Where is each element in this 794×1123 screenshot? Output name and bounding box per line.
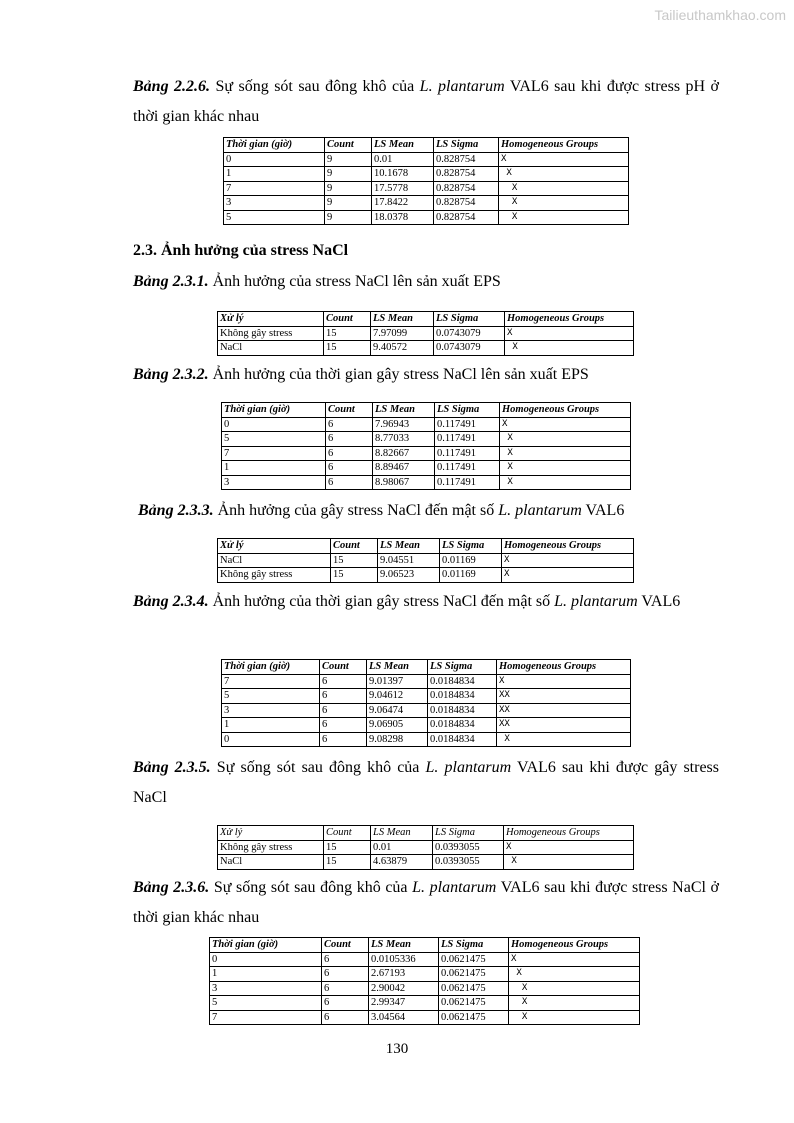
caption-2-3-2: [133, 360, 719, 390]
column-header: Homogeneous Groups: [500, 403, 631, 418]
table-cell: 6: [320, 689, 367, 704]
table-cell: 9.08298: [367, 732, 428, 747]
group-cell: X: [499, 181, 629, 196]
table-row: [224, 196, 629, 211]
column-header: Homogeneous Groups: [504, 826, 634, 841]
table-cell: 9: [325, 210, 372, 225]
column-header: Count: [324, 826, 371, 841]
species-name: L. plantarum: [554, 593, 638, 610]
table-2-3-5: [217, 825, 634, 870]
caption-2-3-4: [133, 587, 719, 617]
table-row: [218, 855, 634, 870]
table-cell: 6: [322, 981, 369, 996]
table-row: [222, 732, 631, 747]
table-cell: 0.0184834: [428, 718, 497, 733]
table-cell: 0: [222, 417, 326, 432]
table-row: [222, 703, 631, 718]
table-cell: 0.828754: [434, 167, 499, 182]
group-cell: X: [502, 568, 634, 583]
table-cell: 2.67193: [369, 967, 439, 982]
table-cell: 6: [320, 718, 367, 733]
table-cell: 9.40572: [371, 341, 434, 356]
table-cell: 0: [210, 952, 322, 967]
table-row: [222, 475, 631, 490]
table-cell: 5: [210, 996, 322, 1011]
section-heading: 2.3. Ảnh hưởng của stress NaCl: [133, 242, 349, 259]
group-cell: XX: [497, 718, 631, 733]
column-header: LS Mean: [369, 938, 439, 953]
table-cell: 0.828754: [434, 196, 499, 211]
table-cell: 4.63879: [371, 855, 433, 870]
caption-text: VAL6 sau khi được stress pH ở thời gian khác nhau: [133, 78, 719, 125]
table-row: [218, 840, 634, 855]
caption-2-2-6: [133, 72, 719, 132]
table-cell: 7.97099: [371, 326, 434, 341]
table-cell: 0.0621475: [439, 981, 509, 996]
table-header-row: [218, 312, 634, 327]
column-header: LS Sigma: [434, 312, 505, 327]
table-row: [218, 553, 634, 568]
column-header: Count: [320, 660, 367, 675]
column-header: LS Sigma: [435, 403, 500, 418]
group-cell: X: [509, 1010, 640, 1025]
table-cell: 0.0393055: [433, 855, 504, 870]
column-header: LS Mean: [371, 826, 433, 841]
table-cell: 10.1678: [372, 167, 434, 182]
caption-text: Sự sống sót sau đông khô của: [209, 879, 413, 896]
group-cell: X: [509, 996, 640, 1011]
group-cell: X: [499, 167, 629, 182]
species-name: L. plantarum: [498, 502, 582, 519]
column-header: LS Mean: [367, 660, 428, 675]
table-cell: 9.06905: [367, 718, 428, 733]
table-cell: 1: [210, 967, 322, 982]
table-cell: 1: [224, 167, 325, 182]
table-row: [222, 718, 631, 733]
table-cell: 5: [222, 432, 326, 447]
caption-label: Bảng 2.3.4.: [133, 593, 209, 610]
column-header: Count: [325, 138, 372, 153]
column-header: Xử lý: [218, 539, 331, 554]
table-cell: 9.04551: [378, 553, 440, 568]
table-row: [210, 1010, 640, 1025]
table-cell: Không gây stress: [218, 326, 324, 341]
caption-2-3-3: [138, 496, 724, 526]
table-cell: 8.89467: [373, 461, 435, 476]
table-cell: 8.98067: [373, 475, 435, 490]
table-row: [224, 167, 629, 182]
column-header: Homogeneous Groups: [497, 660, 631, 675]
column-header: LS Mean: [371, 312, 434, 327]
group-cell: X: [500, 475, 631, 490]
table-row: [222, 417, 631, 432]
group-cell: X: [505, 341, 634, 356]
caption-text: Sự sống sót sau đông khô của: [210, 78, 420, 95]
table-header-row: [218, 826, 634, 841]
group-cell: X: [509, 952, 640, 967]
table-cell: 0.0621475: [439, 996, 509, 1011]
group-cell: X: [497, 732, 631, 747]
caption-label: Bảng 2.3.2.: [133, 366, 209, 383]
group-cell: X: [509, 981, 640, 996]
table-row: [222, 432, 631, 447]
table-cell: 15: [324, 326, 371, 341]
table-2-3-2: [221, 402, 631, 490]
group-cell: X: [509, 967, 640, 982]
table-cell: 0.01169: [440, 553, 502, 568]
caption-text: VAL6 sau khi được stress NaCl ở thời gian khác nhau: [133, 879, 720, 926]
column-header: Homogeneous Groups: [499, 138, 629, 153]
caption-text: VAL6: [637, 593, 681, 610]
table-row: [210, 981, 640, 996]
species-name: L. plantarum: [419, 78, 505, 95]
table-row: [210, 952, 640, 967]
table-cell: 0.117491: [435, 446, 500, 461]
table-row: [210, 996, 640, 1011]
table-cell: 0.0621475: [439, 952, 509, 967]
column-header: Xử lý: [218, 826, 324, 841]
table-cell: 0.0621475: [439, 1010, 509, 1025]
table-header-row: [210, 938, 640, 953]
group-cell: X: [500, 432, 631, 447]
table-cell: 3: [224, 196, 325, 211]
table-cell: 7.96943: [373, 417, 435, 432]
table-cell: 6: [320, 674, 367, 689]
column-header: LS Mean: [373, 403, 435, 418]
group-cell: X: [500, 446, 631, 461]
column-header: Count: [322, 938, 369, 953]
caption-text: Sự sống sót sau đông khô của: [210, 759, 426, 776]
table-cell: 2.99347: [369, 996, 439, 1011]
caption-label: Bảng 2.3.5.: [133, 759, 211, 776]
group-cell: XX: [497, 703, 631, 718]
table-cell: Không gây stress: [218, 568, 331, 583]
table-cell: 17.5778: [372, 181, 434, 196]
table-cell: 0.01: [372, 152, 434, 167]
group-cell: X: [502, 553, 634, 568]
table-cell: 7: [224, 181, 325, 196]
table-cell: 3: [210, 981, 322, 996]
caption-text: Ảnh hưởng của stress NaCl lên sản xuất EPS: [208, 273, 501, 290]
group-cell: XX: [497, 689, 631, 704]
table-row: [224, 210, 629, 225]
group-cell: X: [504, 855, 634, 870]
table-cell: 18.0378: [372, 210, 434, 225]
table-cell: 7: [222, 446, 326, 461]
table-cell: 0.117491: [435, 432, 500, 447]
caption-text: VAL6 sau khi được gây stress NaCl: [133, 759, 720, 806]
table-cell: 15: [324, 341, 371, 356]
species-name: L. plantarum: [412, 879, 497, 896]
caption-label: Bảng 2.3.6.: [133, 879, 210, 896]
table-cell: 1: [222, 461, 326, 476]
column-header: Thời gian (giờ): [210, 938, 322, 953]
caption-label: Bảng 2.3.3.: [138, 502, 214, 519]
table-cell: NaCl: [218, 855, 324, 870]
table-cell: 2.90042: [369, 981, 439, 996]
table-row: [218, 341, 634, 356]
table-row: [218, 568, 634, 583]
table-cell: 0.01169: [440, 568, 502, 583]
table-cell: 6: [326, 432, 373, 447]
table-cell: 8.82667: [373, 446, 435, 461]
table-cell: 3: [222, 475, 326, 490]
table-2-3-4: [221, 659, 631, 747]
column-header: Thời gian (giờ): [222, 660, 320, 675]
table-cell: 15: [331, 553, 378, 568]
table-cell: 6: [322, 996, 369, 1011]
column-header: LS Sigma: [440, 539, 502, 554]
table-2-2-6: [223, 137, 629, 225]
table-cell: 0: [224, 152, 325, 167]
column-header: Xử lý: [218, 312, 324, 327]
table-cell: 9: [325, 181, 372, 196]
column-header: Count: [326, 403, 373, 418]
table-cell: 0.117491: [435, 417, 500, 432]
table-header-row: [222, 403, 631, 418]
table-cell: 0.117491: [435, 461, 500, 476]
group-cell: X: [500, 417, 631, 432]
column-header: LS Sigma: [433, 826, 504, 841]
group-cell: X: [504, 840, 634, 855]
table-2-3-3: [217, 538, 634, 583]
caption-text: Ảnh hưởng của thời gian gây stress NaCl lên sản xuất EPS: [208, 366, 589, 383]
page-number: 130: [385, 1041, 409, 1057]
column-header: LS Mean: [372, 138, 434, 153]
table-cell: 0.0184834: [428, 674, 497, 689]
table-cell: 0.0184834: [428, 703, 497, 718]
table-row: [222, 674, 631, 689]
column-header: Count: [324, 312, 371, 327]
table-cell: NaCl: [218, 341, 324, 356]
table-cell: 6: [326, 461, 373, 476]
table-cell: 0.0105336: [369, 952, 439, 967]
table-row: [218, 326, 634, 341]
table-cell: 0.117491: [435, 475, 500, 490]
table-cell: 7: [210, 1010, 322, 1025]
table-row: [222, 461, 631, 476]
table-cell: 1: [222, 718, 320, 733]
table-cell: 17.8422: [372, 196, 434, 211]
table-header-row: [222, 660, 631, 675]
table-cell: 9: [325, 196, 372, 211]
table-cell: 0.01: [371, 840, 433, 855]
caption-text: Ảnh hưởng của thời gian gây stress NaCl đến mật số: [208, 593, 555, 610]
table-cell: 15: [324, 855, 371, 870]
table-cell: 3: [222, 703, 320, 718]
table-cell: 0.0184834: [428, 732, 497, 747]
watermark: Tailieuthamkhao.com: [654, 7, 786, 23]
table-cell: 0.0393055: [433, 840, 504, 855]
table-cell: 5: [222, 689, 320, 704]
table-cell: 6: [326, 475, 373, 490]
caption-text: Ảnh hưởng của gây stress NaCl đến mật số: [213, 502, 499, 519]
table-cell: 7: [222, 674, 320, 689]
caption-text: VAL6: [581, 502, 625, 519]
table-cell: Không gây stress: [218, 840, 324, 855]
group-cell: X: [497, 674, 631, 689]
table-cell: 0.828754: [434, 181, 499, 196]
table-cell: 9.01397: [367, 674, 428, 689]
table-cell: NaCl: [218, 553, 331, 568]
column-header: Homogeneous Groups: [502, 539, 634, 554]
group-cell: X: [505, 326, 634, 341]
caption-2-3-6: [133, 873, 719, 933]
table-cell: 0.828754: [434, 210, 499, 225]
table-cell: 9.06523: [378, 568, 440, 583]
table-header-row: [224, 138, 629, 153]
column-header: LS Mean: [378, 539, 440, 554]
table-cell: 6: [322, 952, 369, 967]
table-cell: 9: [325, 167, 372, 182]
table-cell: 9.06474: [367, 703, 428, 718]
table-cell: 0.0184834: [428, 689, 497, 704]
group-cell: X: [499, 196, 629, 211]
group-cell: X: [499, 152, 629, 167]
caption-label: Bảng 2.2.6.: [133, 78, 211, 95]
table-cell: 0.0743079: [434, 341, 505, 356]
table-cell: 6: [322, 1010, 369, 1025]
table-cell: 8.77033: [373, 432, 435, 447]
caption-2-3-1: [133, 267, 719, 297]
table-cell: 6: [322, 967, 369, 982]
table-row: [224, 152, 629, 167]
column-header: Thời gian (giờ): [222, 403, 326, 418]
species-name: L. plantarum: [425, 759, 512, 776]
table-cell: 0.0743079: [434, 326, 505, 341]
column-header: LS Sigma: [439, 938, 509, 953]
table-cell: 3.04564: [369, 1010, 439, 1025]
column-header: LS Sigma: [428, 660, 497, 675]
caption-2-3-5: [133, 753, 719, 813]
table-cell: 0.828754: [434, 152, 499, 167]
table-cell: 0.0621475: [439, 967, 509, 982]
table-cell: 6: [320, 703, 367, 718]
column-header: Thời gian (giờ): [224, 138, 325, 153]
table-row: [210, 967, 640, 982]
table-2-3-1: [217, 311, 634, 356]
table-cell: 6: [320, 732, 367, 747]
table-2-3-6: [209, 937, 640, 1025]
group-cell: X: [500, 461, 631, 476]
table-header-row: [218, 539, 634, 554]
table-cell: 15: [324, 840, 371, 855]
table-row: [222, 446, 631, 461]
table-cell: 15: [331, 568, 378, 583]
table-cell: 6: [326, 446, 373, 461]
caption-label: Bảng 2.3.1.: [133, 273, 209, 290]
column-header: Homogeneous Groups: [509, 938, 640, 953]
column-header: Count: [331, 539, 378, 554]
column-header: Homogeneous Groups: [505, 312, 634, 327]
table-cell: 0: [222, 732, 320, 747]
table-row: [222, 689, 631, 704]
table-cell: 5: [224, 210, 325, 225]
table-cell: 6: [326, 417, 373, 432]
column-header: LS Sigma: [434, 138, 499, 153]
table-cell: 9.04612: [367, 689, 428, 704]
table-cell: 9: [325, 152, 372, 167]
group-cell: X: [499, 210, 629, 225]
table-row: [224, 181, 629, 196]
